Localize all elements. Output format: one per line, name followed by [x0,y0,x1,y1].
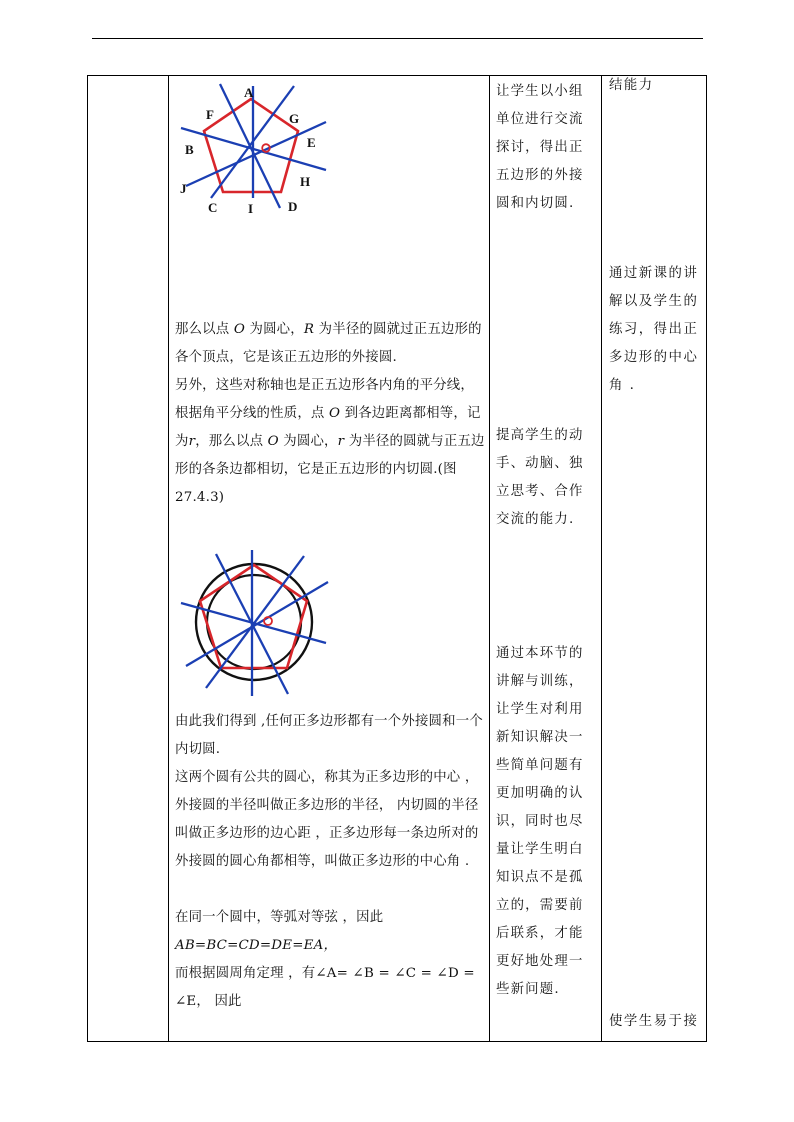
text-circumcircle: 那么以点 O 为圆心，R 为半径的圆就过正五边形的各个顶点，它是该正五边形的外接圆. [175,322,482,365]
label-g: G [289,111,300,126]
text-equal-chords: AB=BC=CD=DE=EA， [175,938,338,953]
lesson-table [87,75,707,1042]
intent-training: 通过本环节的讲解与训练，让学生对利用新知识解决一些简单问题有更加明确的认识，同时也尽量让学生明白知识点不是孤立的，需要前后联系，才能更好地处理一些新问题. [496,646,584,997]
page-header-rule [92,38,703,39]
remark-central-angle: 通过新课的讲解以及学生的练习，得出正多边形的中心角 . [609,266,699,393]
label-j: J [180,181,187,196]
remark-ability: 结能力 [609,78,654,93]
pentagon-symmetry-figure [176,82,340,216]
column-stage [88,76,168,1041]
text-angle-theorem: 而根据圆周角定理 ，有∠A= ∠B = ∠C = ∠D = [175,966,475,981]
column-content [168,76,489,1041]
text-conclusion: 由此我们得到 ,任何正多边形都有一个外接圆和一个内切圆. [175,714,483,757]
label-a: A [244,85,254,100]
label-e: E [307,135,316,150]
column-remarks [601,76,708,1041]
label-b: B [185,142,194,157]
text-definitions: 这两个圆有公共的圆心，称其为正多边形的中心 ，外接圆的半径叫做正多边形的半径， 内切圆的半径叫做正多边形的边心距 ，正多边形每一条边所对的外接圆的圆心角都相等，叫做正多边形的中心角 . [175,770,479,869]
text-therefore: ∠E， 因此 [175,994,242,1009]
label-c: C [208,200,218,215]
inscribed-circumscribed-figure [176,548,346,698]
column-intent [489,76,601,1041]
intent-group-discussion: 让学生以小组单位进行交流探讨，得出正五边形的外接圆和内切圆. [496,84,584,211]
label-h: H [300,174,311,189]
text-incircle: 另外，这些对称轴也是正五边形各内角的平分线，根据角平分线的性质，点 O 到各边距离都相等，记为r，那么以点 O 为圆心，r 为半径的圆就与正五边形的各条边都相切，它是正五边形的内切圆.(图27.4.3) [175,378,485,505]
label-f: F [206,107,214,122]
label-i: I [248,201,254,216]
intent-abilities: 提高学生的动手、动脑、独立思考、合作交流的能力. [496,428,584,527]
label-d: D [288,199,298,214]
remark-easy: 使学生易于接 [609,1014,699,1029]
text-equal-arcs: 在同一个圆中，等弧对等弦 ，因此 [175,910,384,925]
